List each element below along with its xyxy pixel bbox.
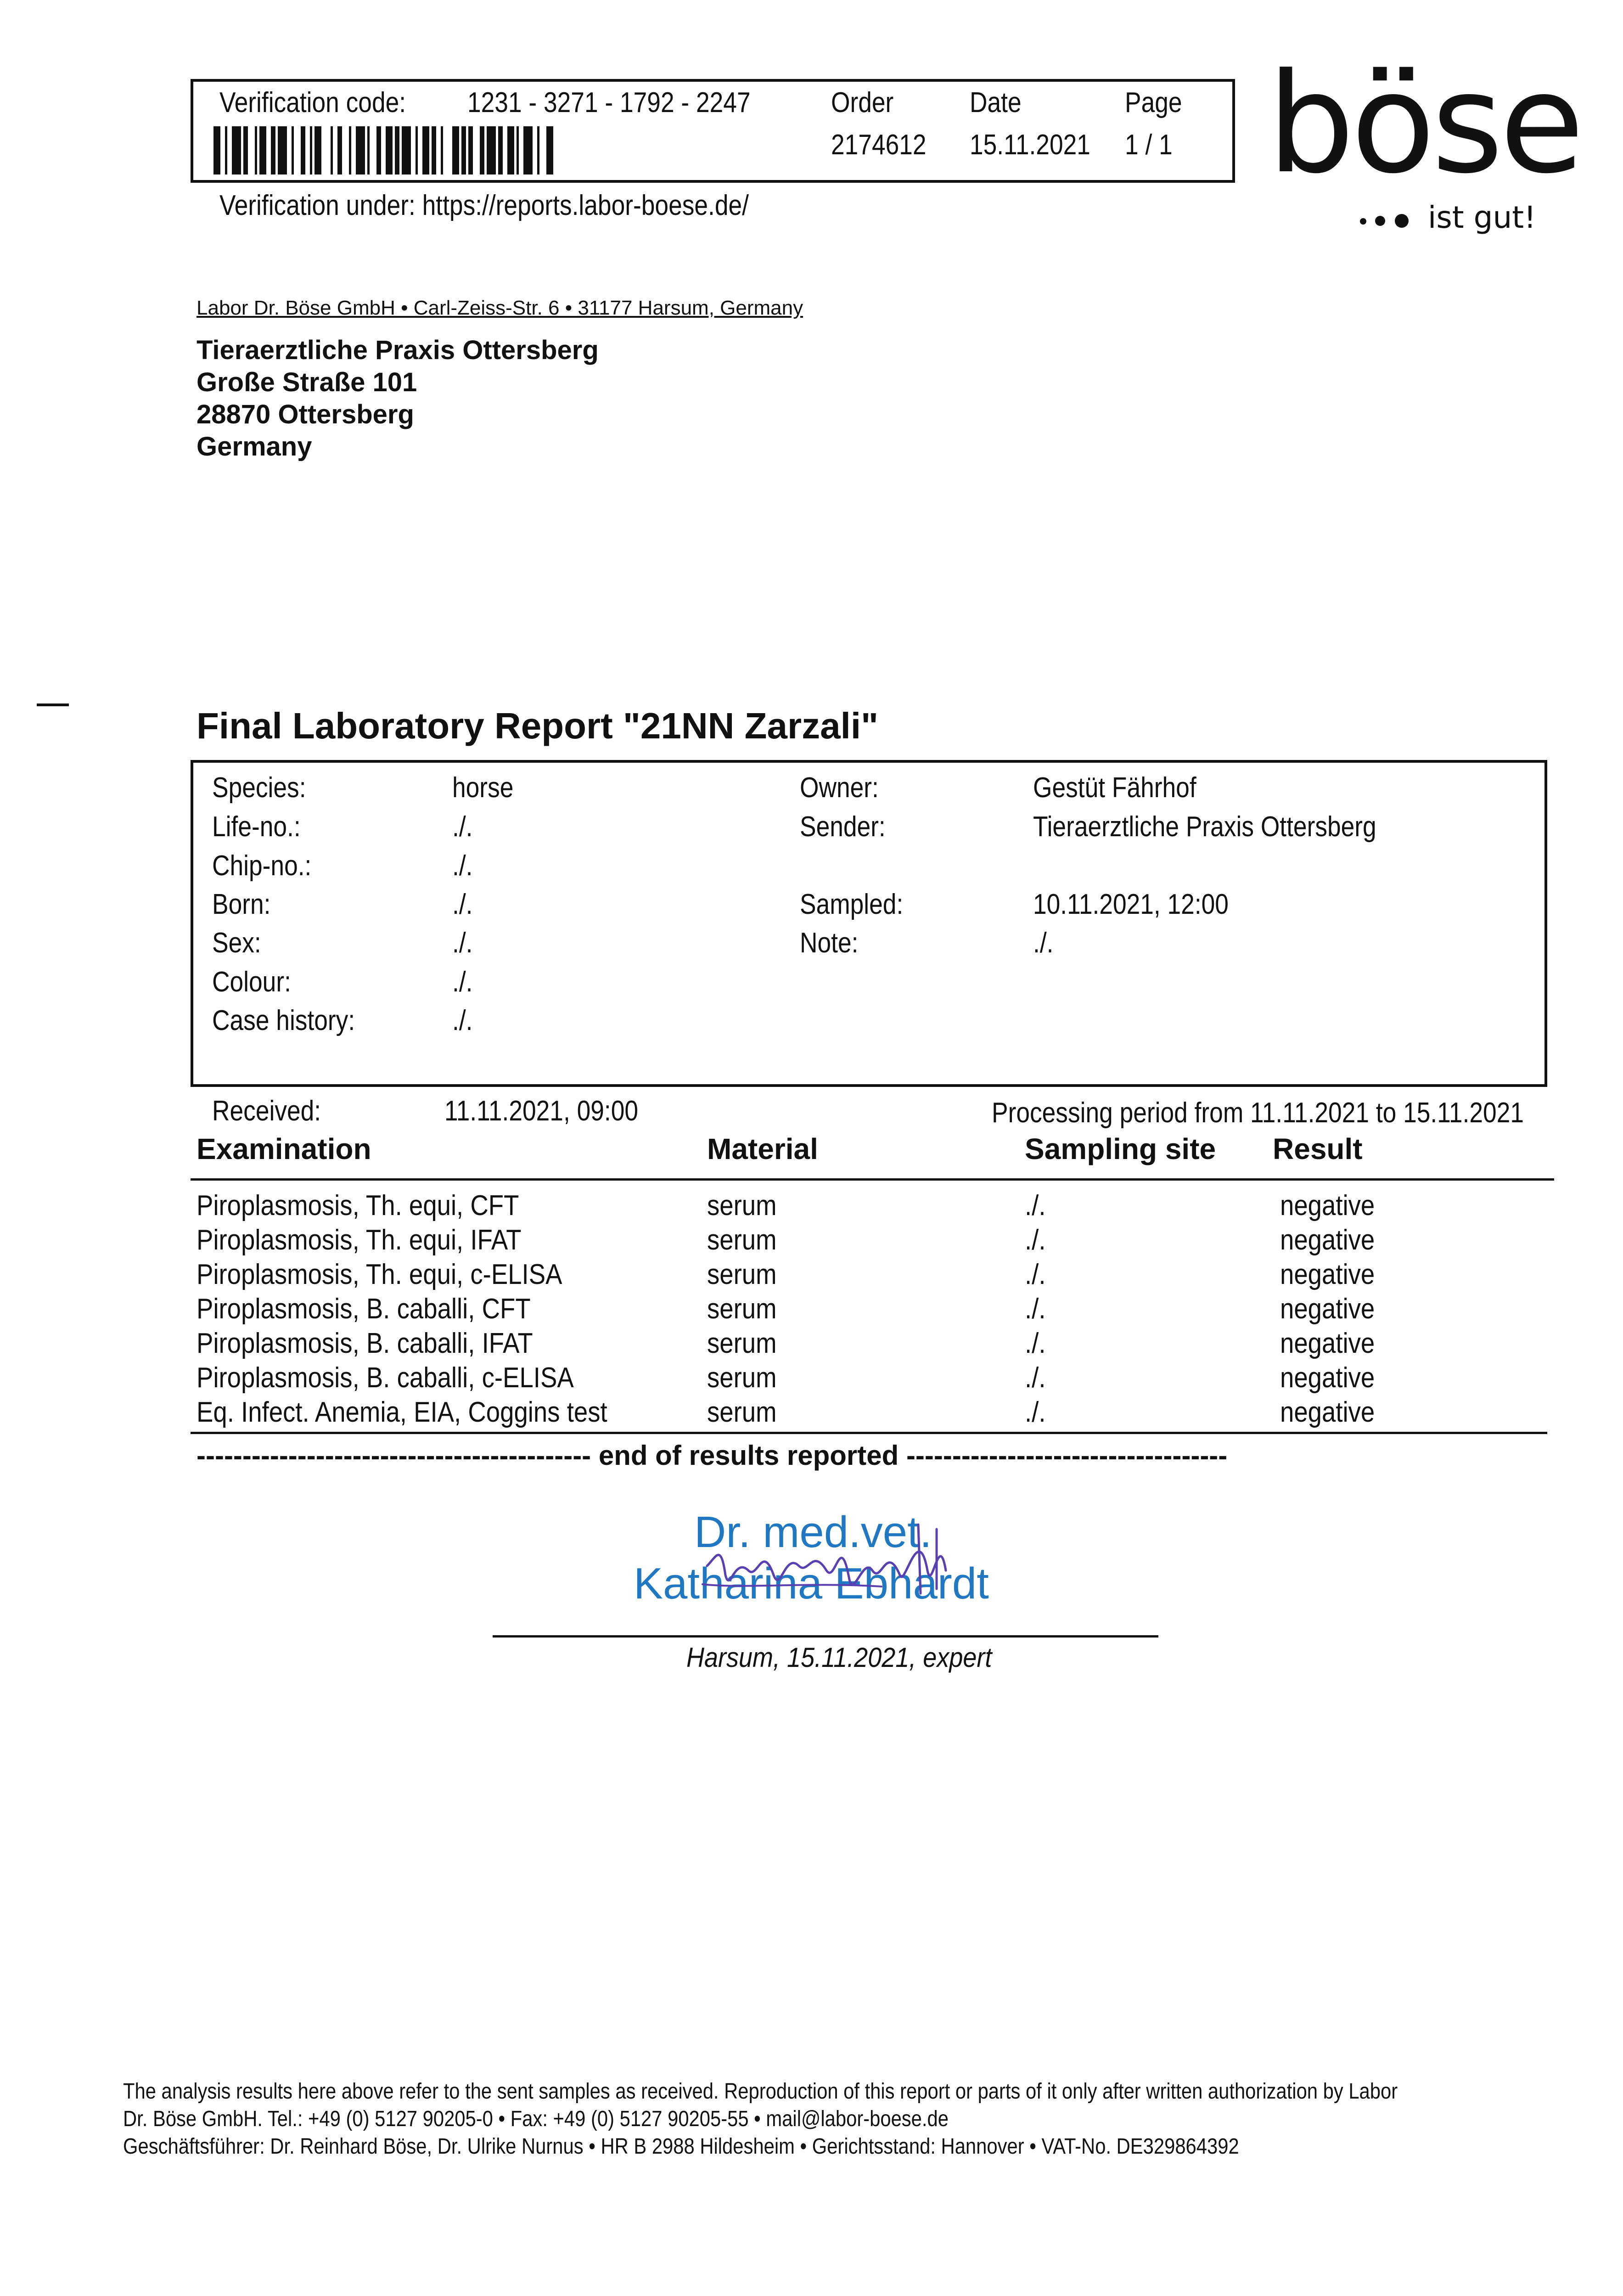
processing-period: Processing period from 11.11.2021 to 15.11.2021 — [992, 1097, 1524, 1129]
sampling-site-cell: ./. — [1025, 1224, 1046, 1256]
report-title: Final Laboratory Report "21NN Zarzali" — [197, 705, 879, 746]
barcode-icon — [213, 126, 554, 174]
signature-caption: Harsum, 15.11.2021, expert — [686, 1642, 992, 1673]
owner-value: Gestüt Fährhof — [1033, 772, 1196, 804]
barcode-bar — [271, 126, 275, 174]
colour-label: Colour: — [212, 966, 291, 998]
recipient-country: Germany — [197, 432, 312, 461]
recipient-street: Große Straße 101 — [197, 367, 417, 397]
sampled-value: 10.11.2021, 12:00 — [1033, 889, 1229, 920]
result-cell: negative — [1280, 1362, 1375, 1394]
material-cell: serum — [707, 1190, 777, 1221]
result-cell: negative — [1280, 1293, 1375, 1325]
material-cell: serum — [707, 1259, 777, 1290]
owner-label: Owner: — [800, 772, 879, 804]
column-header-examination: Examination — [197, 1132, 371, 1165]
barcode-bar — [507, 126, 514, 174]
end-of-results-marker: ------------------------------------------- end of results reported ----------------------------------- — [197, 1440, 1228, 1471]
material-cell: serum — [707, 1293, 777, 1325]
chip-no-value: ./. — [452, 850, 473, 882]
examination-cell: Piroplasmosis, B. caballi, c-ELISA — [197, 1362, 574, 1394]
barcode-bar — [537, 126, 539, 174]
sampling-site-cell: ./. — [1025, 1396, 1046, 1428]
note-value: ./. — [1033, 927, 1054, 959]
column-header-sampling-site: Sampling site — [1025, 1132, 1216, 1165]
barcode-bar — [432, 126, 436, 174]
column-header-material: Material — [707, 1132, 818, 1165]
sampling-site-cell: ./. — [1025, 1259, 1046, 1290]
result-cell: negative — [1280, 1190, 1375, 1221]
sampled-label: Sampled: — [800, 889, 904, 920]
fold-mark — [37, 703, 69, 706]
footer-line-2: Dr. Böse GmbH. Tel.: +49 (0) 5127 90205-0 • Fax: +49 (0) 5127 90205-55 • mail@labor-boese.de — [123, 2107, 949, 2131]
barcode-bar — [225, 126, 227, 174]
received-label: Received: — [212, 1095, 321, 1127]
footer-line-1: The analysis results here above refer to the sent samples as received. Reproduction of this report or parts of it only after written authorization by Labor — [123, 2079, 1398, 2104]
barcode-bar — [356, 126, 365, 174]
barcode-bar — [292, 126, 294, 174]
sampling-site-cell: ./. — [1025, 1328, 1046, 1359]
barcode-bar — [376, 126, 381, 174]
barcode-bar — [480, 126, 484, 174]
colour-value: ./. — [452, 966, 473, 998]
examination-cell: Piroplasmosis, Th. equi, IFAT — [197, 1224, 522, 1256]
verification-code: 1231 - 3271 - 1792 - 2247 — [467, 87, 751, 118]
sender-label: Sender: — [800, 811, 886, 843]
sampling-site-cell: ./. — [1025, 1190, 1046, 1221]
barcode-bar — [416, 126, 418, 174]
logo-dot-icon — [1375, 216, 1385, 226]
result-cell: negative — [1280, 1224, 1375, 1256]
recipient-name: Tieraerztliche Praxis Ottersberg — [197, 335, 599, 365]
verification-url[interactable]: Verification under: https://reports.labor-boese.de/ — [219, 190, 749, 221]
signature-line — [493, 1635, 1158, 1638]
barcode-bar — [546, 126, 553, 174]
barcode-bar — [452, 126, 459, 174]
material-cell: serum — [707, 1396, 777, 1428]
case-history-value: ./. — [452, 1005, 473, 1036]
patient-info-box — [191, 760, 1547, 1087]
species-label: Species: — [212, 772, 306, 804]
barcode-bar — [255, 126, 257, 174]
order-value: 2174612 — [831, 129, 927, 161]
date-value: 15.11.2021 — [970, 129, 1090, 161]
barcode-bar — [441, 126, 443, 174]
date-label: Date — [970, 87, 1022, 118]
sampling-site-cell: ./. — [1025, 1293, 1046, 1325]
case-history-label: Case history: — [212, 1005, 355, 1036]
signature-title: Dr. med.vet. — [694, 1508, 932, 1557]
result-cell: negative — [1280, 1328, 1375, 1359]
table-header-divider — [191, 1178, 1554, 1181]
life-no-value: ./. — [452, 811, 473, 843]
signature-name: Katharina Ebhardt — [634, 1559, 989, 1608]
barcode-bar — [314, 126, 321, 174]
barcode-bar — [232, 126, 241, 174]
barcode-bar — [498, 126, 503, 174]
life-no-label: Life-no.: — [212, 811, 301, 843]
material-cell: serum — [707, 1224, 777, 1256]
barcode-bar — [259, 126, 266, 174]
species-value: horse — [452, 772, 514, 804]
barcode-bar — [349, 126, 351, 174]
examination-cell: Piroplasmosis, Th. equi, CFT — [197, 1190, 519, 1221]
received-value: 11.11.2021, 09:00 — [444, 1095, 639, 1127]
barcode-bar — [310, 126, 312, 174]
examination-cell: Piroplasmosis, B. caballi, IFAT — [197, 1328, 533, 1359]
sex-label: Sex: — [212, 927, 261, 959]
handwritten-signature-icon — [689, 1502, 1010, 1621]
logo-dot-icon — [1360, 218, 1366, 225]
barcode-bar — [395, 126, 399, 174]
barcode-bar — [331, 126, 333, 174]
column-header-result: Result — [1273, 1132, 1363, 1165]
sender-value: Tieraerztliche Praxis Ottersberg — [1033, 811, 1376, 843]
born-value: ./. — [452, 889, 473, 920]
barcode-bar — [386, 126, 393, 174]
footer-line-3: Geschäftsführer: Dr. Reinhard Böse, Dr. Ulrike Nurnus • HR B 2988 Hildesheim • Gerichtsstand: Hannover • VAT-No. DE329864392 — [123, 2134, 1239, 2159]
verification-label: Verification code: — [219, 87, 406, 118]
barcode-bar — [422, 126, 429, 174]
logo-wordmark: böse — [1267, 44, 1581, 204]
sampling-site-cell: ./. — [1025, 1362, 1046, 1394]
barcode-bar — [487, 126, 496, 174]
recipient-city: 28870 Ottersberg — [197, 400, 414, 429]
sex-value: ./. — [452, 927, 473, 959]
examination-cell: Eq. Infect. Anemia, EIA, Coggins test — [197, 1396, 607, 1428]
logo-slogan: ist gut! — [1428, 200, 1536, 235]
page-label: Page — [1125, 87, 1182, 118]
examination-cell: Piroplasmosis, Th. equi, c-ELISA — [197, 1259, 562, 1290]
barcode-bar — [213, 126, 220, 174]
barcode-bar — [337, 126, 342, 174]
born-label: Born: — [212, 889, 271, 920]
page-value: 1 / 1 — [1125, 129, 1173, 161]
barcode-bar — [243, 126, 248, 174]
order-label: Order — [831, 87, 894, 118]
result-cell: negative — [1280, 1396, 1375, 1428]
barcode-bar — [461, 126, 466, 174]
note-label: Note: — [800, 927, 859, 959]
chip-no-label: Chip-no.: — [212, 850, 312, 882]
table-bottom-divider — [191, 1432, 1547, 1434]
material-cell: serum — [707, 1362, 777, 1394]
barcode-bar — [367, 126, 370, 174]
barcode-bar — [301, 126, 305, 174]
examination-cell: Piroplasmosis, B. caballi, CFT — [197, 1293, 531, 1325]
barcode-bar — [278, 126, 287, 174]
result-cell: negative — [1280, 1259, 1375, 1290]
barcode-bar — [517, 126, 519, 174]
barcode-bar — [523, 126, 533, 174]
logo-dot-icon — [1395, 214, 1409, 228]
barcode-bar — [402, 126, 411, 174]
barcode-bar — [468, 126, 473, 174]
material-cell: serum — [707, 1328, 777, 1359]
sender-address-line: Labor Dr. Böse GmbH • Carl-Zeiss-Str. 6 • 31177 Harsum, Germany — [197, 297, 803, 319]
